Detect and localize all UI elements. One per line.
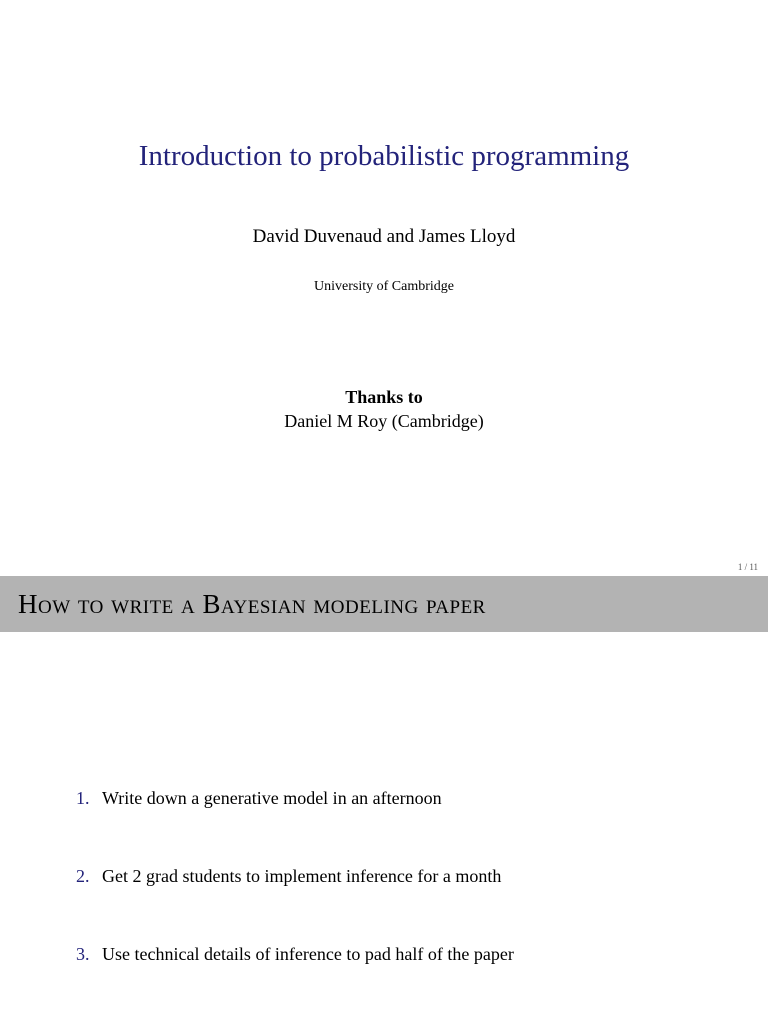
step-text: Use technical details of inference to pad half of the paper xyxy=(102,944,514,964)
step-text: Write down a generative model in an afternoon xyxy=(102,788,442,808)
thanks-heading: Thanks to xyxy=(345,387,423,407)
acknowledgements xyxy=(0,385,768,433)
institution: University of Cambridge xyxy=(314,279,454,294)
authors: David Duvenaud and James Lloyd xyxy=(252,226,516,247)
list-item xyxy=(76,866,514,944)
content-slide xyxy=(0,576,768,1024)
steps-list xyxy=(76,788,514,1022)
step-number: 2. xyxy=(76,866,90,886)
step-text: Get 2 grad students to implement inference for a month xyxy=(102,866,502,886)
frame-header-bar xyxy=(0,576,768,632)
thanks-person: Daniel M Roy (Cambridge) xyxy=(284,411,484,431)
list-item xyxy=(76,788,514,866)
step-number: 1. xyxy=(76,788,90,808)
step-number: 3. xyxy=(76,944,90,964)
presentation-title: Introduction to probabilistic programming xyxy=(138,140,630,172)
frame-title: How to write a Bayesian modeling paper xyxy=(18,589,486,619)
list-item xyxy=(76,944,514,1022)
page-number: 1 / 11 xyxy=(737,562,758,572)
